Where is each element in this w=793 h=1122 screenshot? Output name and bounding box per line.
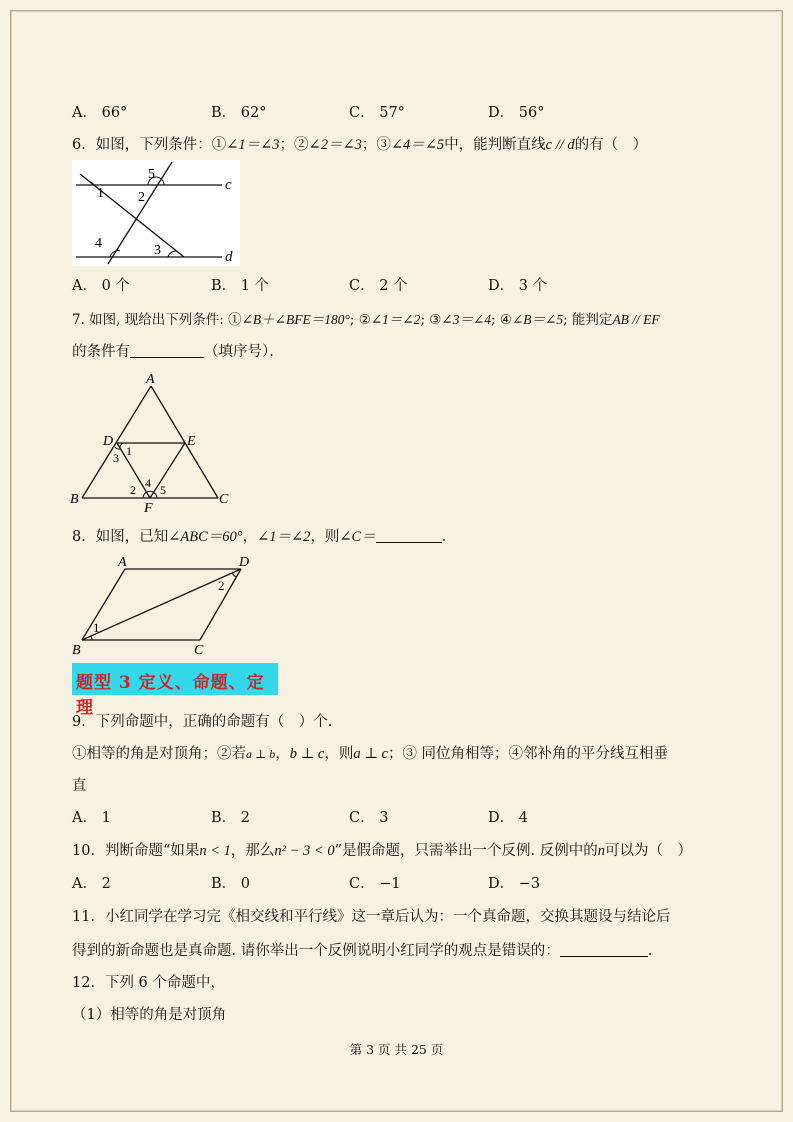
q10-option-c: C． −1 xyxy=(349,876,401,892)
q7-label-c: C xyxy=(219,492,229,507)
q8-stem: 8．如图，已知∠ABC＝60°，∠1＝∠2，则∠C＝ ． xyxy=(72,529,457,545)
q8-figure xyxy=(70,552,260,658)
q7-figure xyxy=(68,370,238,515)
q9-line2: ①相等的角是对顶角；②若a ⊥ b，b ⊥ c，则a ⊥ c；③ 同位角相等；④邻补角的平分线互相垂 xyxy=(72,746,669,762)
q5-option-a: A． 66° xyxy=(72,105,128,121)
q7-label-5: 5 xyxy=(160,483,166,497)
q7-answer-blank[interactable] xyxy=(130,343,204,358)
q8-label-d: D xyxy=(239,555,250,570)
q7-label-3: 3 xyxy=(113,451,119,465)
q8-answer-blank[interactable] xyxy=(376,528,442,543)
q9-stem: 9．下列命题中，正确的命题有（ ）个. xyxy=(72,714,333,730)
q11-line1: 11．小红同学在学习完《相交线和平行线》这一章后认为：一个真命题，交换其题设与结论后 xyxy=(72,909,671,925)
q6-label-2: 2 xyxy=(138,190,145,205)
q9-option-a: A． 1 xyxy=(72,810,111,826)
q9-line3: 直 xyxy=(72,778,87,794)
q8-label-c: C xyxy=(194,643,204,658)
q7-label-4: 4 xyxy=(145,476,151,490)
q9-option-c: C． 3 xyxy=(349,810,389,826)
q5-option-b: B． 62° xyxy=(211,105,267,121)
q6-option-b: B． 1 个 xyxy=(211,278,270,294)
q7-label-a: A xyxy=(146,372,155,387)
q6-option-d: D． 3 个 xyxy=(488,278,548,294)
q6-stem: 6．如图，下列条件：①∠1＝∠3；②∠2＝∠3；③∠4＝∠5中，能判断直线c // d的有（ ） xyxy=(72,137,648,153)
q6-label-1: 1 xyxy=(97,186,104,201)
q11-answer-blank[interactable] xyxy=(560,942,648,957)
q11-line2: 得到的新命题也是真命题. 请你举出一个反例说明小红同学的观点是错误的： . xyxy=(72,943,653,959)
q8-label-2: 2 xyxy=(218,578,225,593)
q10-option-b: B． 0 xyxy=(211,876,250,892)
q12-line2: （1）相等的角是对顶角 xyxy=(72,1007,227,1023)
q7-label-d: D xyxy=(103,434,114,449)
q7-label-f: F xyxy=(144,501,153,515)
q9-option-d: D． 4 xyxy=(488,810,528,826)
q12-line1: 12．下列 6 个命题中， xyxy=(72,975,225,991)
q7-stem: 7. 如图, 现给出下列条件: ①∠B＋∠BFE＝180°; ②∠1＝∠2; ③∠3＝∠4; ④∠B＝∠5; 能判定AB // EF xyxy=(72,312,660,328)
q8-label-a: A xyxy=(118,555,127,570)
q6-label-d: d xyxy=(225,249,233,265)
q6-label-c: c xyxy=(225,177,232,193)
q7-label-b: B xyxy=(70,492,79,507)
q5-option-c: C． 57° xyxy=(349,105,405,121)
q6-option-c: C． 2 个 xyxy=(349,278,408,294)
q10-option-a: A． 2 xyxy=(72,876,111,892)
q6-option-a: A． 0 个 xyxy=(72,278,130,294)
q8-label-1: 1 xyxy=(93,620,100,635)
page-number: 第 3 页 共 25 页 xyxy=(349,1042,444,1057)
q6-figure xyxy=(72,160,242,270)
q6-label-5: 5 xyxy=(148,167,155,182)
section-badge xyxy=(72,663,278,718)
q8-label-b: B xyxy=(72,643,81,658)
q7-label-2: 2 xyxy=(130,483,136,497)
q7-line2: 的条件有 （填序号）． xyxy=(72,344,284,360)
q7-label-1: 1 xyxy=(126,444,132,458)
q6-label-3: 3 xyxy=(154,243,161,258)
q9-option-b: B． 2 xyxy=(211,810,250,826)
section-title: 题型 3 定义、命题、定理 xyxy=(76,673,265,718)
q7-label-e: E xyxy=(187,434,196,449)
q6-label-4: 4 xyxy=(95,236,102,251)
q10-stem: 10．判断命题“如果n < 1，那么n² − 3 < 0”是假命题，只需举出一个反例. 反例中的n可以为（ ） xyxy=(72,843,692,859)
q10-option-d: D． −3 xyxy=(488,876,541,892)
q5-option-d: D． 56° xyxy=(488,105,545,121)
